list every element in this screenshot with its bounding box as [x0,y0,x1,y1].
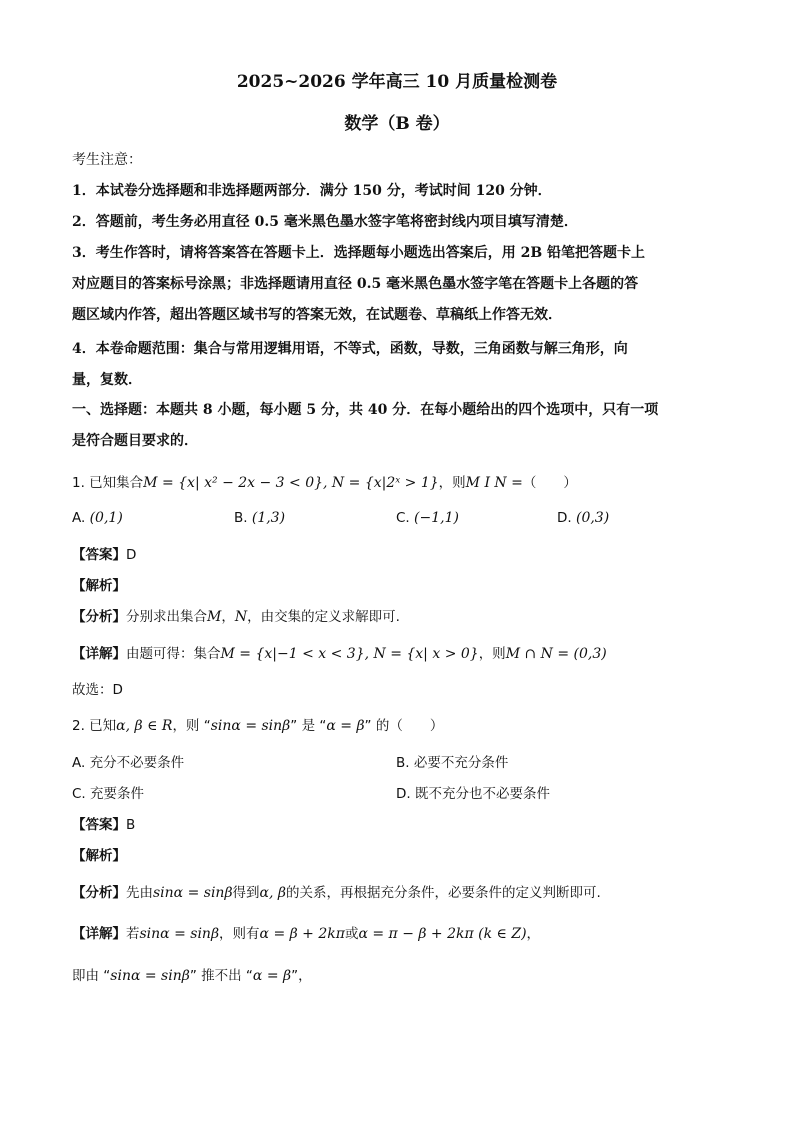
fenxi-math: α, β [259,885,286,901]
xiangjie-text: 或 [344,926,359,942]
fenxi-math-m: M [207,609,222,625]
option-label: C. [72,786,86,802]
q1-analysis-tag [72,576,126,596]
answer-tag: 【答案】 [72,547,126,563]
notice-line-3: 3．考生作答时，请将答案答在答题卡上．选择题每小题选出答案后，用 2B 铅笔把答题卡上 [72,245,646,261]
q1-option-d [557,508,609,528]
q2-answer [72,815,135,835]
section-heading-line-1: 一、选择题：本题共 8 小题，每小题 5 分，共 40 分．在每小题给出的四个选项中，只有一项 [72,402,659,418]
option-value: 必要不充分条件 [413,755,509,771]
q1-option-a [72,508,123,528]
q2-xiangjie [72,924,540,944]
xiangjie-tag: 【详解】 [72,646,126,662]
xiangjie-math: α = π − β + 2kπ (k ∈ Z) [358,926,527,942]
q1-choose: 故选：D [72,682,123,698]
fenxi-text: 分别求出集合 [126,609,207,625]
fenxi-math: sinα = sinβ [153,885,233,901]
q2-stem-text: ，则 “ [172,718,211,734]
q1-answer [72,545,136,565]
q2-stem-text: 2. 已知 [72,718,117,734]
xiangjie-text: ，则 [478,646,506,662]
xiangjie-tag: 【详解】 [72,926,126,942]
q2-option-c [72,784,144,804]
section-heading-line-2: 是符合题目要求的． [72,433,198,449]
q2-stem-text: ” 的（ ） [364,718,444,734]
q1-stem-then: ，则 [438,475,466,491]
option-label: B. [234,510,248,526]
exam-title: 2025~2026 学年高三 10 月质量检测卷 [236,72,558,92]
q2-stem-math: α = β [326,718,365,734]
answer-value: D [126,547,137,563]
fenxi-text: 先由 [126,885,153,901]
xiangjie-text: ，则有 [219,926,260,942]
notice-line-4: 对应题目的答案标号涂黑；非选择题请用直径 0.5 毫米黑色墨水签字笔在答题卡上各题的答 [72,276,639,292]
q2-analysis-tag [72,846,126,866]
option-label: A. [72,510,86,526]
notice-line-5: 题区域内作答，超出答题区域书写的答案无效，在试题卷、草稿纸上作答无效． [72,307,562,323]
q2-stem-text: ” 是 “ [290,718,327,734]
option-value: (1,3) [251,510,286,526]
q1-stem-math2: M I N = [465,475,523,491]
q1-stem-prefix: 1. 已知集合 [72,475,144,491]
conclusion-text: ” 推不出 “ [189,968,253,984]
notice-line-6: 4．本卷命题范围：集合与常用逻辑用语，不等式，函数，导数，三角函数与解三角形，向 [72,341,628,357]
q2-stem-math: sinα = sinβ [210,718,291,734]
notice-line-7: 量，复数． [72,372,142,388]
option-label: B. [396,755,410,771]
q2-option-b [396,753,508,773]
q1-stem [72,473,577,493]
fenxi-tag: 【分析】 [72,609,126,625]
fenxi-math-n: N [234,609,248,625]
analysis-tag: 【解析】 [72,848,126,864]
q1-fenxi [72,607,400,627]
xiangjie-text: ， [526,926,541,942]
q1-stem-math: M = {x| x² − 2x − 3 < 0}, N = {x|2ˣ > 1} [143,475,439,491]
analysis-tag: 【解析】 [72,578,126,594]
xiangjie-math: M ∩ N = (0,3) [505,646,607,662]
q2-stem [72,716,443,736]
xiangjie-math: sinα = sinβ [139,926,220,942]
q2-option-d [396,784,550,804]
option-value: 充要条件 [90,786,145,802]
q2-conclusion [72,966,312,986]
fenxi-text: 的关系，再根据充分条件，必要条件的定义判断即可. [286,885,601,901]
option-value: (−1,1) [414,510,459,526]
option-label: D. [396,786,411,802]
xiangjie-math: α = β + 2kπ [259,926,345,942]
conclusion-text: 即由 “ [72,968,111,984]
fenxi-tag: 【分析】 [72,885,126,901]
q1-stem-paren: （ ） [522,475,577,491]
notice-heading: 考生注意： [72,152,142,168]
option-value: (0,3) [575,510,610,526]
xiangjie-math: M = {x|−1 < x < 3}, N = {x| x > 0} [220,646,479,662]
q2-stem-math: α, β ∈ R [116,718,173,734]
q2-option-a [72,753,184,773]
option-value: 充分不必要条件 [89,755,185,771]
q1-xiangjie [72,644,607,664]
fenxi-text: 得到 [232,885,260,901]
option-label: D. [557,510,572,526]
option-label: A. [72,755,86,771]
fenxi-text: ，由交集的定义求解即可. [247,609,400,625]
option-label: C. [396,510,410,526]
q1-option-b [234,508,285,528]
notice-line-1: 1．本试卷分选择题和非选择题两部分．满分 150 分，考试时间 120 分钟． [72,183,552,199]
option-value: (0,1) [89,510,123,526]
notice-line-2: 2．答题前，考生务必用直径 0.5 毫米黑色墨水签字笔将密封线内项目填写清楚． [72,214,578,230]
fenxi-text: ， [221,609,235,625]
xiangjie-text: 若 [126,926,140,942]
option-value: 既不充分也不必要条件 [414,786,550,802]
conclusion-math: sinα = sinβ [110,968,190,984]
q1-option-c [396,508,459,528]
q2-fenxi [72,883,601,903]
exam-subtitle: 数学（B 卷） [344,114,450,134]
conclusion-text: ”， [291,968,312,984]
xiangjie-text: 由题可得：集合 [126,646,221,662]
answer-value: B [126,817,136,833]
conclusion-math: α = β [252,968,292,984]
answer-tag: 【答案】 [72,817,126,833]
